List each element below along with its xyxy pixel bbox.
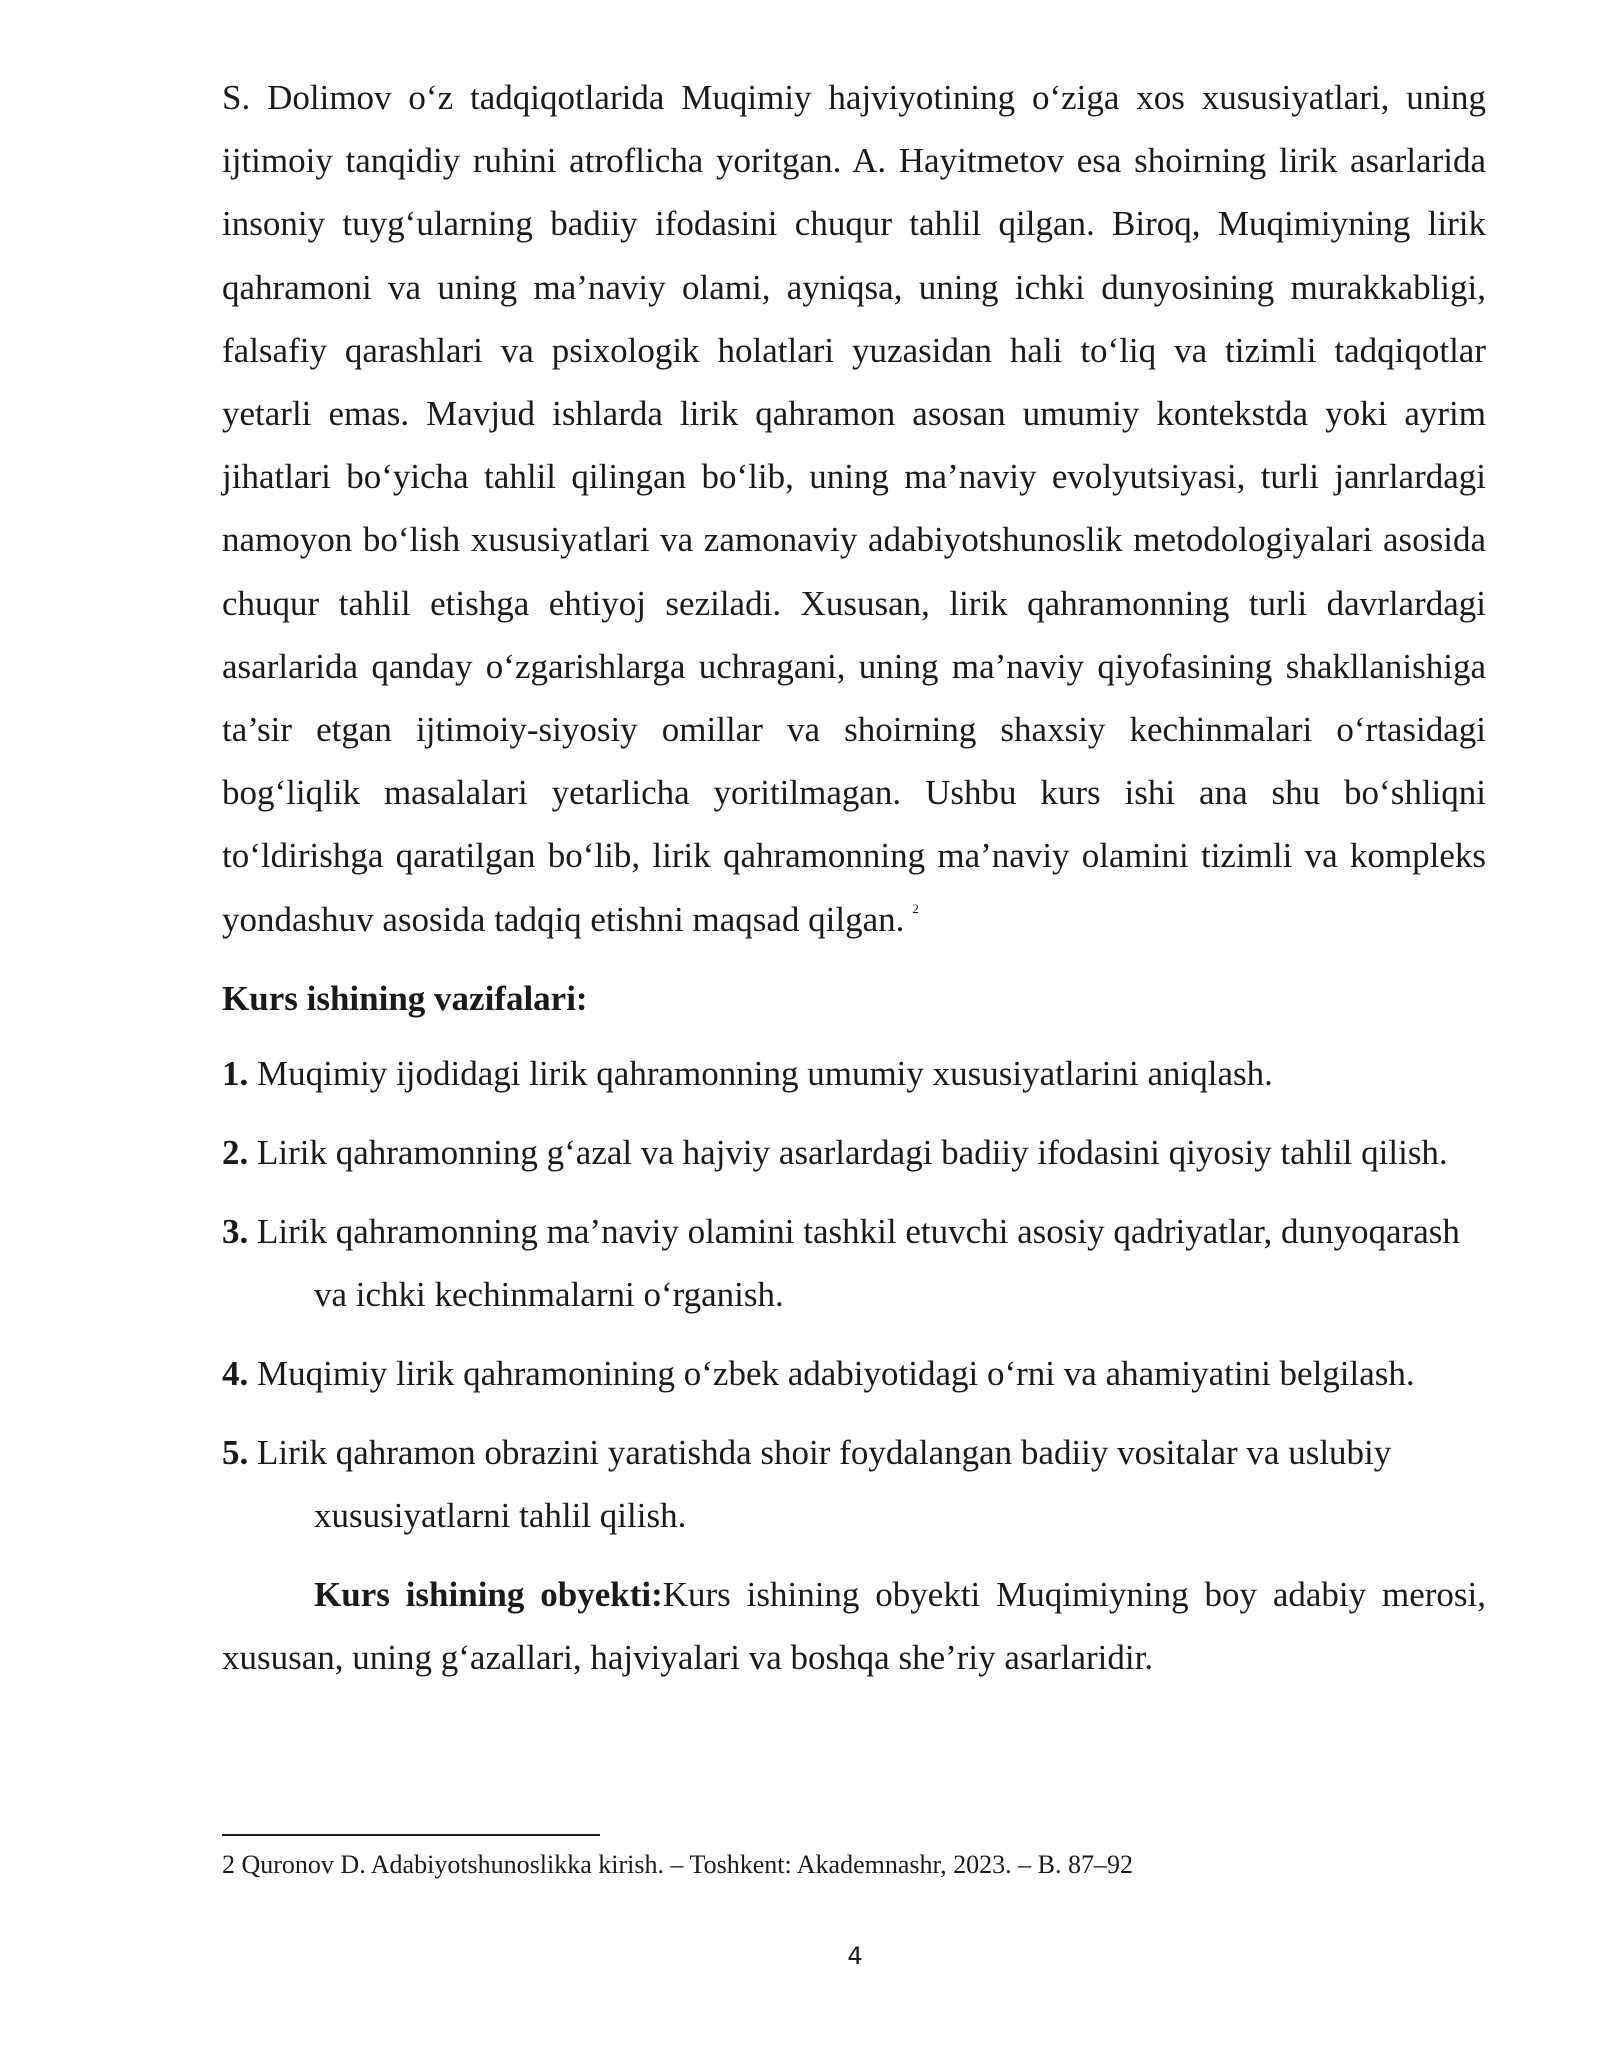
list-item-number: 1. bbox=[222, 1053, 249, 1093]
list-item bbox=[222, 1421, 1486, 1547]
page-number: 4 bbox=[847, 1942, 863, 1970]
footnote-separator bbox=[222, 1834, 600, 1836]
list-item-number: 5. bbox=[222, 1432, 249, 1472]
list-item-text: Lirik qahramonning g‘azal va hajviy asarlardagi badiiy ifodasini qiyosiy tahlil qilish. bbox=[257, 1132, 1448, 1172]
tasks-list bbox=[222, 1042, 1486, 1547]
object-paragraph bbox=[222, 1563, 1486, 1689]
list-item-number: 2. bbox=[222, 1132, 249, 1172]
object-text: Kurs ishining obyekti Muqimiyning boy adabiy merosi, xususan, uning g‘azallari, hajviyalari va boshqa she’riy asarlaridir. bbox=[222, 1574, 1486, 1677]
tasks-heading: Kurs ishining vazifalari: bbox=[222, 978, 588, 1018]
list-item-number: 4. bbox=[222, 1353, 249, 1393]
list-item-text: Muqimiy ijodidagi lirik qahramonning umumiy xususiyatlarini aniqlash. bbox=[257, 1053, 1273, 1093]
list-item bbox=[222, 1121, 1486, 1184]
object-label: Kurs ishining obyekti: bbox=[314, 1574, 663, 1614]
list-item bbox=[222, 1200, 1486, 1326]
list-item-text: Lirik qahramonning ma’naviy olamini tashkil etuvchi asosiy qadriyatlar, dunyoqarash va ichki kechinmalarni o‘rganish. bbox=[257, 1211, 1460, 1314]
list-item bbox=[222, 1342, 1486, 1405]
list-item-number: 3. bbox=[222, 1211, 249, 1251]
body-paragraph bbox=[222, 66, 1486, 951]
list-item-text: Lirik qahramon obrazini yaratishda shoir foydalangan badiiy vositalar va uslubiy xususiyatlarni tahlil qilish. bbox=[257, 1432, 1392, 1535]
list-item-text: Muqimiy lirik qahramonining o‘zbek adabiyotidagi o‘rni va ahamiyatini belgilash. bbox=[257, 1353, 1415, 1393]
main-content bbox=[222, 66, 1486, 1689]
footnote: 2 Quronov D. Adabiyotshunoslikka kirish. – Toshkent: Akademnashr, 2023. – B. 87–92 bbox=[222, 1850, 1133, 1879]
list-item bbox=[222, 1042, 1486, 1105]
body-paragraph-text: S. Dolimov o‘z tadqiqotlarida Muqimiy hajviyotining o‘ziga xos xususiyatlari, uning ijtimoiy tanqidiy ruhini atroflicha yoritgan. A. Hayitmetov esa shoirning lirik asarlarida insoniy tuyg‘ularning badiiy ifodasini chuqur tahlil qilgan. Biroq, Muqimiyning lirik qahramoni va uning ma’naviy olami, ayniqsa, uning ichki dunyosining murakkabligi, falsafiy qarashlari va psixologik holatlari yuzasidan hali to‘liq va tizimli tadqiqotlar yetarli emas. Mavjud ishlarda lirik qahramon asosan umumiy kontekstda yoki ayrim jihatlari bo‘yicha tahlil qilingan bo‘lib, uning ma’naviy evolyutsiyasi, turli janrlardagi namoyon bo‘lish xususiyatlari va zamonaviy adabiyotshunoslik metodologiyalari asosida chuqur tahlil etishga ehtiyoj seziladi. Xususan, lirik qahramonning turli davrlardagi asarlarida qanday o‘zgarishlarga uchragani, uning ma’naviy qiyofasining shakllanishiga ta’sir etgan ijtimoiy-siyosiy omillar va shoirning shaxsiy kechinmalari o‘rtasidagi bog‘liqlik masalalari yetarlicha yoritilmagan. Ushbu kurs ishi ana shu bo‘shliqni to‘ldirishga qaratilgan bo‘lib, lirik qahramonning ma’naviy olamini tizimli va kompleks yondashuv asosida tadqiq etishni maqsad qilgan. bbox=[222, 78, 1486, 939]
footnote-reference[interactable]: 2 bbox=[912, 900, 919, 916]
